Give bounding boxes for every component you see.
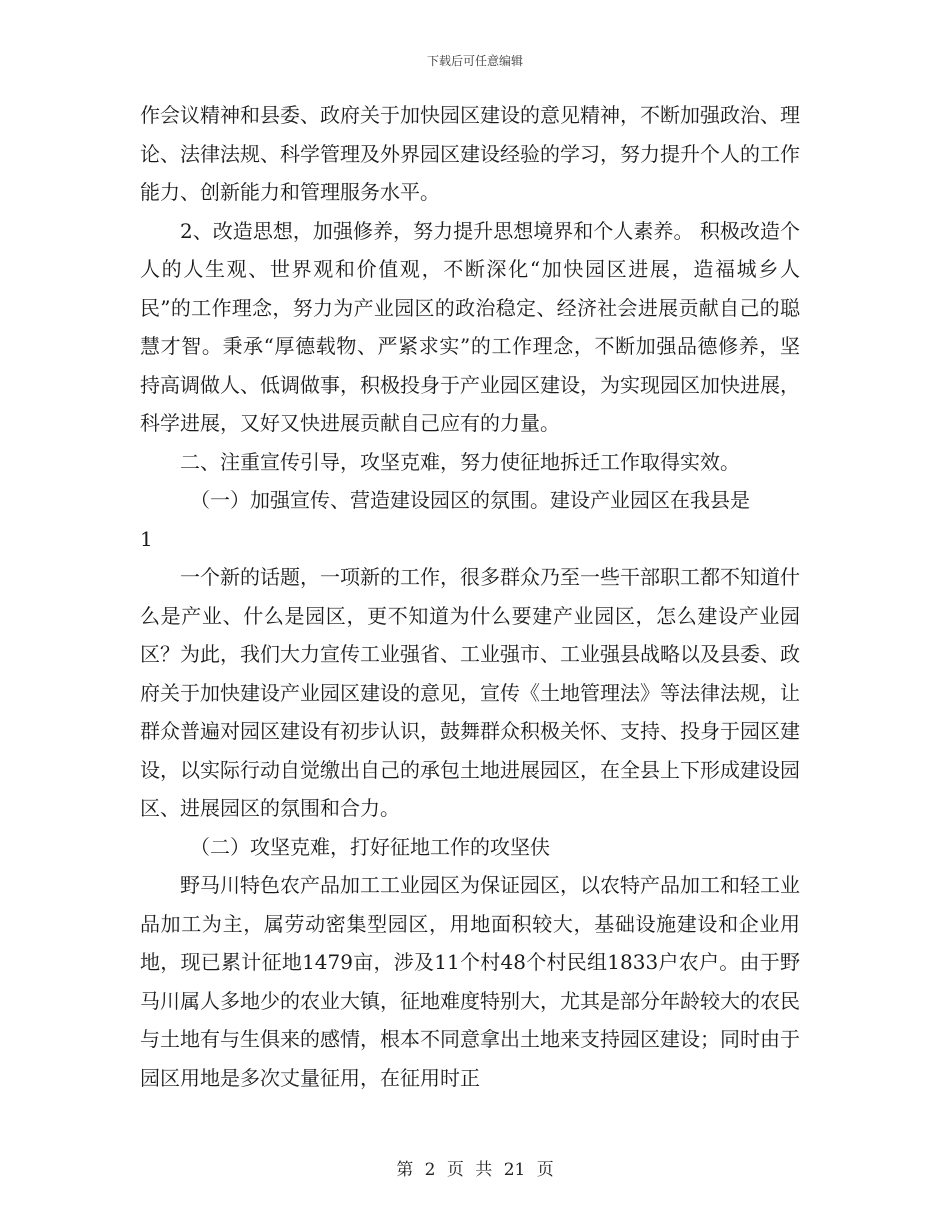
subsection-heading-1: （一）加强宣传、营造建设园区的氛围。建设产业园区在我县是: [190, 488, 750, 512]
document-body: [140, 96, 800, 1097]
paragraph-continuation: 作会议精神和县委、政府关于加快园区建设的意见精神，不断加强政治、理论、法律法规、科学管理及外界园区建设经验的学习，努力提升个人的工作能力、创新能力和管理服务水平。: [140, 103, 800, 204]
page-footer: 第 2 页 共 21 页: [396, 1160, 554, 1180]
paragraph-publicity: 一个新的话题，一项新的工作，很多群众乃至一些干部职工都不知道什么是产业、什么是园区，更不知道为什么要建产业园区，怎么建设产业园区？为此，我们大力宣传工业强省、工业强市、工业强县战略以及县委、政府关于加快建设产业园区建设的意见，宣传《土地管理法》等法律法规，让群众普遍对园区建设有初步认识，鼓舞群众积极关怀、支持、投身于园区建设，以实际行动自觉缴出自己的承包土地进展园区，在全县上下形成建设园区、进展园区的氛围和合力。: [140, 565, 800, 820]
page-header: 下载后可任意编辑: [426, 54, 523, 68]
paragraph-point-2: 2、改造思想，加强修养，努力提升思想境界和个人素养。 积极改造个人的人生观、世界观和价值观，不断深化“加快园区进展，造福城乡人民”的工作理念，努力为产业园区的政治稳定、经济社会进展贡献自己的聪慧才智。秉承“厚德载物、严紧求实”的工作理念，不断加强品德修养，坚持高调做人、低调做事，积极投身于产业园区建设，为实现园区加快进展，科学进展，又好又快进展贡献自己应有的力量。: [140, 218, 800, 435]
paragraph-land-acquisition: 野马川特色农产品加工工业园区为保证园区，以农特产品加工和轻工业品加工为主，属劳动密集型园区，用地面积较大，基础设施建设和企业用地，现已累计征地1479亩，涉及11个村48个村民组1833户农户。由于野马川属人多地少的农业大镇，征地难度特别大，尤其是部分年龄较大的农民与土地有与生俱来的感情，根本不同意拿出土地来支持园区建设；同时由于园区用地是多次丈量征用，在征用时正: [140, 873, 800, 1090]
inline-page-number: 1: [140, 526, 153, 551]
subsection-heading-2: （二）攻坚克难，打好征地工作的攻坚伕: [190, 834, 550, 859]
section-heading-2: 二、注重宣传引导，攻坚克难，努力使征地拆迁工作取得实效。: [180, 449, 740, 474]
